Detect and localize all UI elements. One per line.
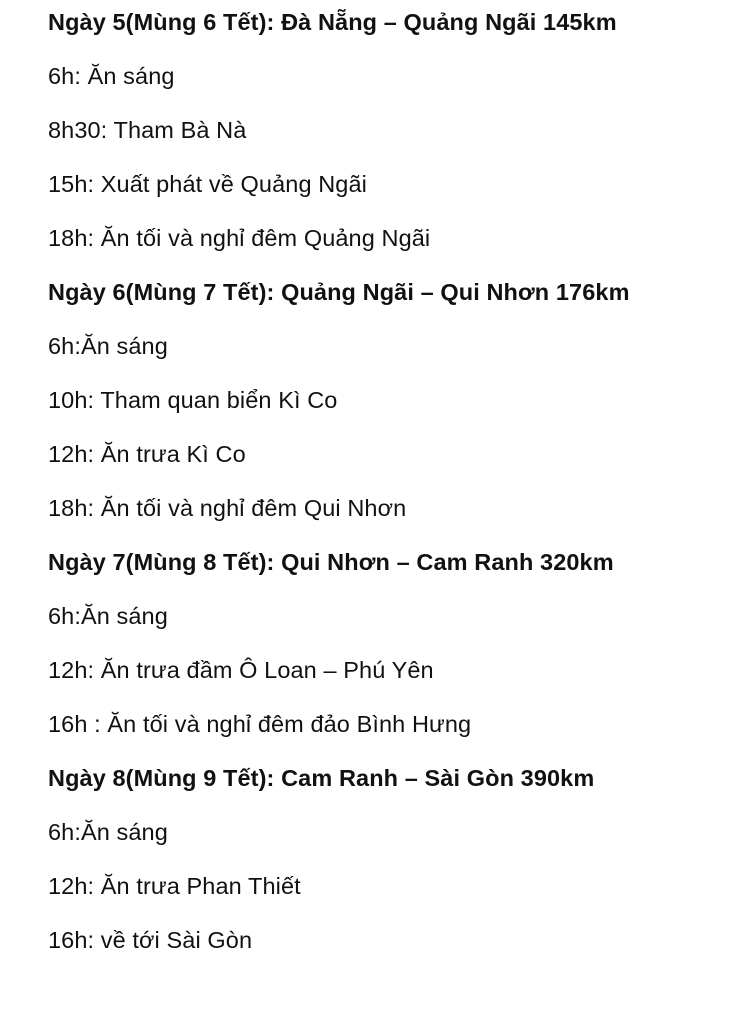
day5-item-breakfast: 6h: Ăn sáng: [48, 63, 175, 89]
day7-item-lunch: 12h: Ăn trưa đầm Ô Loan – Phú Yên: [48, 657, 434, 683]
day7-item-dinner: 16h : Ăn tối và nghỉ đêm đảo Bình Hưng: [48, 711, 472, 737]
day5-heading: Ngày 5(Mùng 6 Tết): Đà Nẵng – Quảng Ngãi 145km: [48, 9, 617, 35]
day6-heading: Ngày 6(Mùng 7 Tết): Quảng Ngãi – Qui Nhơn 176km: [48, 279, 630, 305]
day6-item-kico-beach: 10h: Tham quan biển Kì Co: [48, 387, 338, 413]
day8-item-breakfast: 6h:Ăn sáng: [48, 819, 168, 845]
day7-item-breakfast: 6h:Ăn sáng: [48, 603, 168, 629]
day5-item-dinner: 18h: Ăn tối và nghỉ đêm Quảng Ngãi: [48, 225, 431, 251]
day8-item-arrive: 16h: về tới Sài Gòn: [48, 927, 253, 953]
day8-item-lunch: 12h: Ăn trưa Phan Thiết: [48, 873, 301, 899]
day6-item-dinner: 18h: Ăn tối và nghỉ đêm Qui Nhơn: [48, 495, 407, 521]
day5-item-depart: 15h: Xuất phát về Quảng Ngãi: [48, 171, 367, 197]
day6-item-lunch: 12h: Ăn trưa Kì Co: [48, 441, 246, 467]
day5-item-bana: 8h30: Tham Bà Nà: [48, 117, 247, 143]
day8-heading: Ngày 8(Mùng 9 Tết): Cam Ranh – Sài Gòn 390km: [48, 765, 595, 791]
day7-heading: Ngày 7(Mùng 8 Tết): Qui Nhơn – Cam Ranh 320km: [48, 549, 614, 575]
day6-item-breakfast: 6h:Ăn sáng: [48, 333, 168, 359]
